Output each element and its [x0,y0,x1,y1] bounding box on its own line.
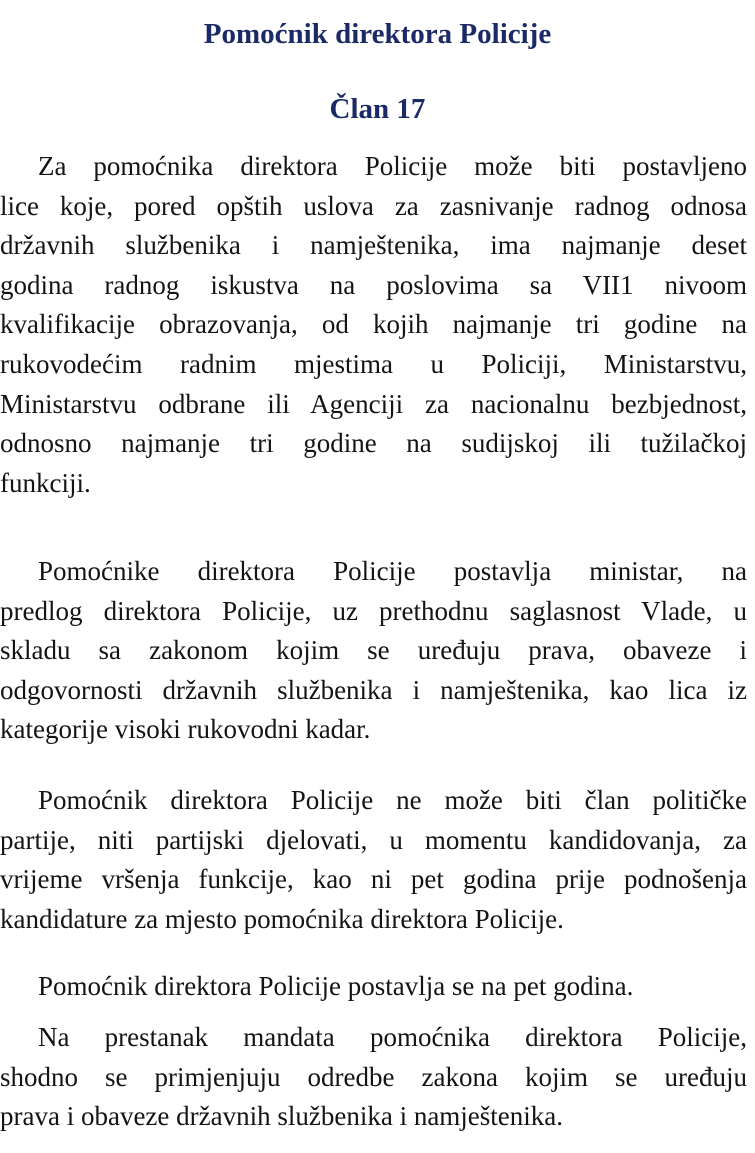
paragraph-line: kategorije visoki rukovodni kadar. [0,714,371,745]
document-title: Pomoćnik direktora Policije [203,18,552,50]
paragraph-5 [0,1018,747,1137]
paragraph-line: predlog direktora Policije, uz prethodnu saglasnost Vlade, u [0,595,747,626]
paragraph-line: kvalifikacije obrazovanja, od kojih najmanje tri godine na [0,309,747,340]
paragraph-line: Na prestanak mandata pomoćnika direktora Policije, [38,1022,747,1052]
paragraph-line: skladu sa zakonom kojim se uređuju prava, obaveze i [0,635,747,666]
paragraph-line: godina radnog iskustva na poslovima sa VII1 nivoom [0,269,747,300]
paragraph-line: Pomoćnik direktora Policije ne može biti član političke [38,785,747,815]
paragraph-line: odgovornosti državnih službenika i namještenika, kao lica iz [0,674,747,705]
paragraph-4 [0,967,747,1007]
paragraph-line: Ministarstvu odbrane ili Agenciji za nacionalnu bezbjednost, [0,388,747,419]
paragraph-line: shodno se primjenjuju odredbe zakona kojim se uređuju [0,1061,747,1092]
paragraph-line: Pomoćnik direktora Policije postavlja se na pet godina. [38,971,634,1001]
paragraph-line: vrijeme vršenja funkcije, kao ni pet godina prije podnošenja [0,864,747,895]
paragraph-line: Pomoćnike direktora Policije postavlja ministar, na [38,556,747,586]
paragraph-3 [0,781,747,939]
paragraph-1 [0,147,747,503]
paragraph-line: partije, niti partijski djelovati, u momentu kandidovanja, za [0,824,747,855]
paragraph-line: funkciji. [0,467,91,498]
paragraph-line: odnosno najmanje tri godine na sudijskoj ili tužilačkoj [0,428,747,459]
paragraph-line: državnih službenika i namještenika, ima najmanje deset [0,230,747,261]
paragraph-line: rukovodećim radnim mjestima u Policiji, Ministarstvu, [0,348,747,379]
paragraph-line: kandidature za mjesto pomoćnika direktora Policije. [0,903,564,934]
paragraph-line: Za pomoćnika direktora Policije može biti postavljeno [38,151,747,181]
paragraph-line: lice koje, pored opštih uslova za zasnivanje radnog odnosa [0,190,747,221]
paragraph-line: prava i obaveze državnih službenika i namještenika. [0,1101,564,1132]
article-heading: Član 17 [329,93,426,125]
paragraph-2 [0,552,747,750]
